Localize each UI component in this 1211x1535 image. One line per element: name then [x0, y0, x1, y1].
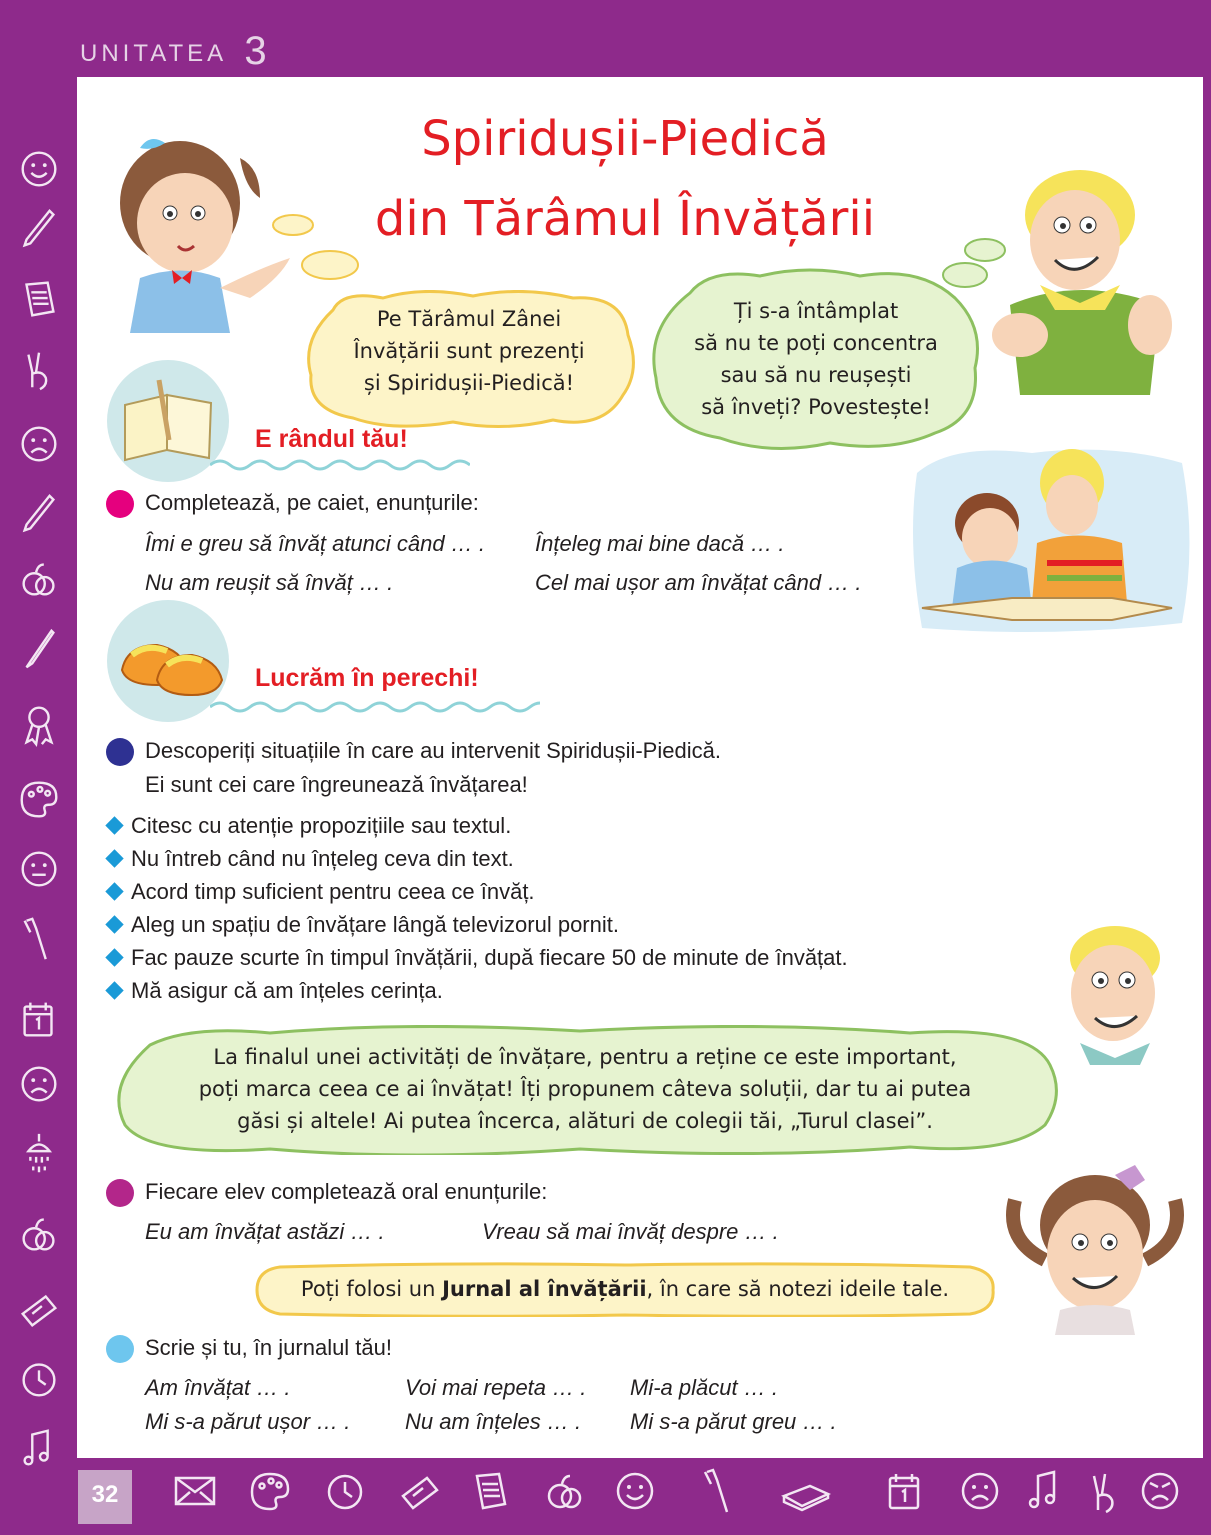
task4-item: Mi s-a părut greu … .	[630, 1409, 837, 1434]
diamond-bullet-icon	[105, 849, 123, 867]
page-title-line1: Spiridușii-Piedică	[421, 111, 829, 167]
task4-instruction: Scrie și tu, în jurnalul tău!	[145, 1335, 393, 1360]
victory-hand-icon	[1080, 1466, 1130, 1516]
task3-item: Vreau să mai învăț despre … .	[482, 1219, 779, 1244]
girl-bubble-line: Pe Tărâmul Zânei	[376, 307, 562, 331]
toothbrush-icon	[15, 915, 63, 963]
music-note-icon	[15, 1425, 63, 1473]
diamond-bullet-icon	[105, 882, 123, 900]
task1-item: Înțeleg mai bine dacă … .	[535, 531, 785, 556]
task1-instruction: Completează, pe caiet, enunțurile:	[145, 490, 479, 515]
list-item: Acord timp suficient pentru ceea ce învăț.	[108, 879, 535, 905]
task-bullet-purple	[106, 1179, 134, 1207]
envelope-icon	[170, 1466, 220, 1516]
tip-bubble-line: găsi și altele! Ai putea încerca, alături de colegii tăi, „Turul clasei”.	[237, 1109, 933, 1133]
task4-item: Am învățat … .	[145, 1375, 291, 1400]
section-heading-your-turn: E rândul tău!	[255, 425, 408, 453]
thought-cloud-small-left	[268, 210, 363, 285]
palette-icon	[15, 775, 63, 823]
journal-bubble-text: Poți folosi un Jurnal al învățării, în care să notezi ideile tale.	[300, 1277, 950, 1301]
diamond-bullet-icon	[105, 981, 123, 999]
task3-instruction: Fiecare elev completează oral enunțurile:	[145, 1179, 548, 1204]
smiley-icon	[15, 145, 63, 193]
list-item: Fac pauze scurte în timpul învățării, după fiecare 50 de minute de învățat.	[108, 945, 848, 971]
right-frame-bar	[1203, 0, 1211, 1535]
wave-divider	[210, 697, 540, 717]
task2-instruction-line1: Descoperiți situațiile în care au intervenit Spiridușii-Piedică.	[145, 738, 721, 763]
pencil-icon	[15, 490, 63, 538]
task4-item: Nu am înțeles … .	[405, 1409, 582, 1434]
clock-icon	[320, 1466, 370, 1516]
girl-head-illustration	[1005, 1160, 1190, 1335]
notebook-icon	[465, 1466, 515, 1516]
task2-instruction-line2: Ei sunt cei care îngreunează învățarea!	[145, 772, 528, 797]
list-item: Citesc cu atenție propozițiile sau textul.	[108, 813, 511, 839]
task1-item: Nu am reușit să învăț … .	[145, 570, 394, 595]
journal-speech-bubble	[255, 1262, 995, 1317]
task-bullet-pink	[106, 490, 134, 518]
list-item: Nu întreb când nu înțeleg ceva din text.	[108, 846, 514, 872]
shower-icon	[15, 1130, 63, 1178]
task-bullet-lightblue	[106, 1335, 134, 1363]
girl-speech-bubble	[303, 290, 635, 430]
diamond-bullet-icon	[105, 816, 123, 834]
task3-item: Eu am învățat astăzi … .	[145, 1219, 385, 1244]
pen-icon	[15, 625, 63, 673]
section-heading-pairs: Lucrăm în perechi!	[255, 664, 479, 692]
task4-item: Voi mai repeta … .	[405, 1375, 587, 1400]
pencil-icon	[15, 205, 63, 253]
toothbrush-icon	[680, 1466, 760, 1516]
task4-item: Mi s-a părut ușor … .	[145, 1409, 351, 1434]
sad-face-icon	[15, 1060, 63, 1108]
tip-bubble-line: La finalul unei activități de învățare, pentru a reține ce este important,	[213, 1045, 957, 1069]
calendar-icon	[15, 995, 63, 1043]
clock-icon	[15, 1355, 63, 1403]
wave-divider	[210, 455, 470, 475]
boy-head-illustration	[1045, 918, 1180, 1068]
unit-label: UNITATEA	[80, 40, 228, 67]
sad-face-icon	[955, 1466, 1005, 1516]
diamond-bullet-icon	[105, 948, 123, 966]
tip-speech-bubble	[110, 1025, 1060, 1155]
list-item: Aleg un spațiu de învățare lângă televizorul pornit.	[108, 912, 619, 938]
notebook-icon	[15, 275, 63, 323]
page-title-line2: din Tărâmul Învățării	[374, 191, 876, 247]
boy-bubble-line: să nu te poți concentra	[694, 331, 938, 355]
list-item: Mă asigur că am înțeles cerința.	[108, 978, 443, 1004]
task1-item: Îmi e greu să învăț atunci când … .	[145, 531, 485, 556]
boy-bubble-line: să înveți? Povestește!	[701, 395, 931, 419]
angry-face-icon	[1135, 1466, 1185, 1516]
victory-hand-icon	[15, 345, 63, 393]
boy-speech-bubble	[650, 268, 982, 450]
calendar-icon	[880, 1466, 930, 1516]
apple-icon	[15, 1210, 63, 1258]
music-note-icon	[1020, 1466, 1070, 1516]
girl-bubble-line: Învățării sunt prezenți	[353, 339, 585, 363]
soap-icon	[395, 1466, 445, 1516]
apple-icon	[540, 1466, 590, 1516]
boy-bubble-line: sau să nu reușești	[720, 363, 912, 387]
unit-number: 3	[244, 29, 267, 73]
smiley-icon	[610, 1466, 660, 1516]
book-icon	[765, 1466, 845, 1516]
diamond-bullet-icon	[105, 915, 123, 933]
kids-studying-illustration	[912, 443, 1192, 635]
girl-bubble-line: și Spiridușii-Piedică!	[363, 371, 575, 395]
tip-bubble-line: poți marca ceea ce ai învățat! Îți propunem câteva soluții, dar tu ai putea	[198, 1077, 972, 1101]
soap-icon	[15, 1285, 63, 1333]
medal-icon	[15, 700, 63, 748]
boy-bubble-line: Ți s-a întâmplat	[733, 299, 899, 323]
sad-face-icon	[15, 420, 63, 468]
unit-header	[80, 26, 267, 71]
apple-icon	[15, 555, 63, 603]
page-number: 32	[78, 1470, 132, 1524]
boy-illustration	[980, 155, 1180, 400]
task-bullet-navy	[106, 738, 134, 766]
task4-item: Mi-a plăcut … .	[630, 1375, 778, 1400]
palette-icon	[245, 1466, 295, 1516]
task1-item: Cel mai ușor am învățat când … .	[535, 570, 862, 595]
neutral-face-icon	[15, 845, 63, 893]
